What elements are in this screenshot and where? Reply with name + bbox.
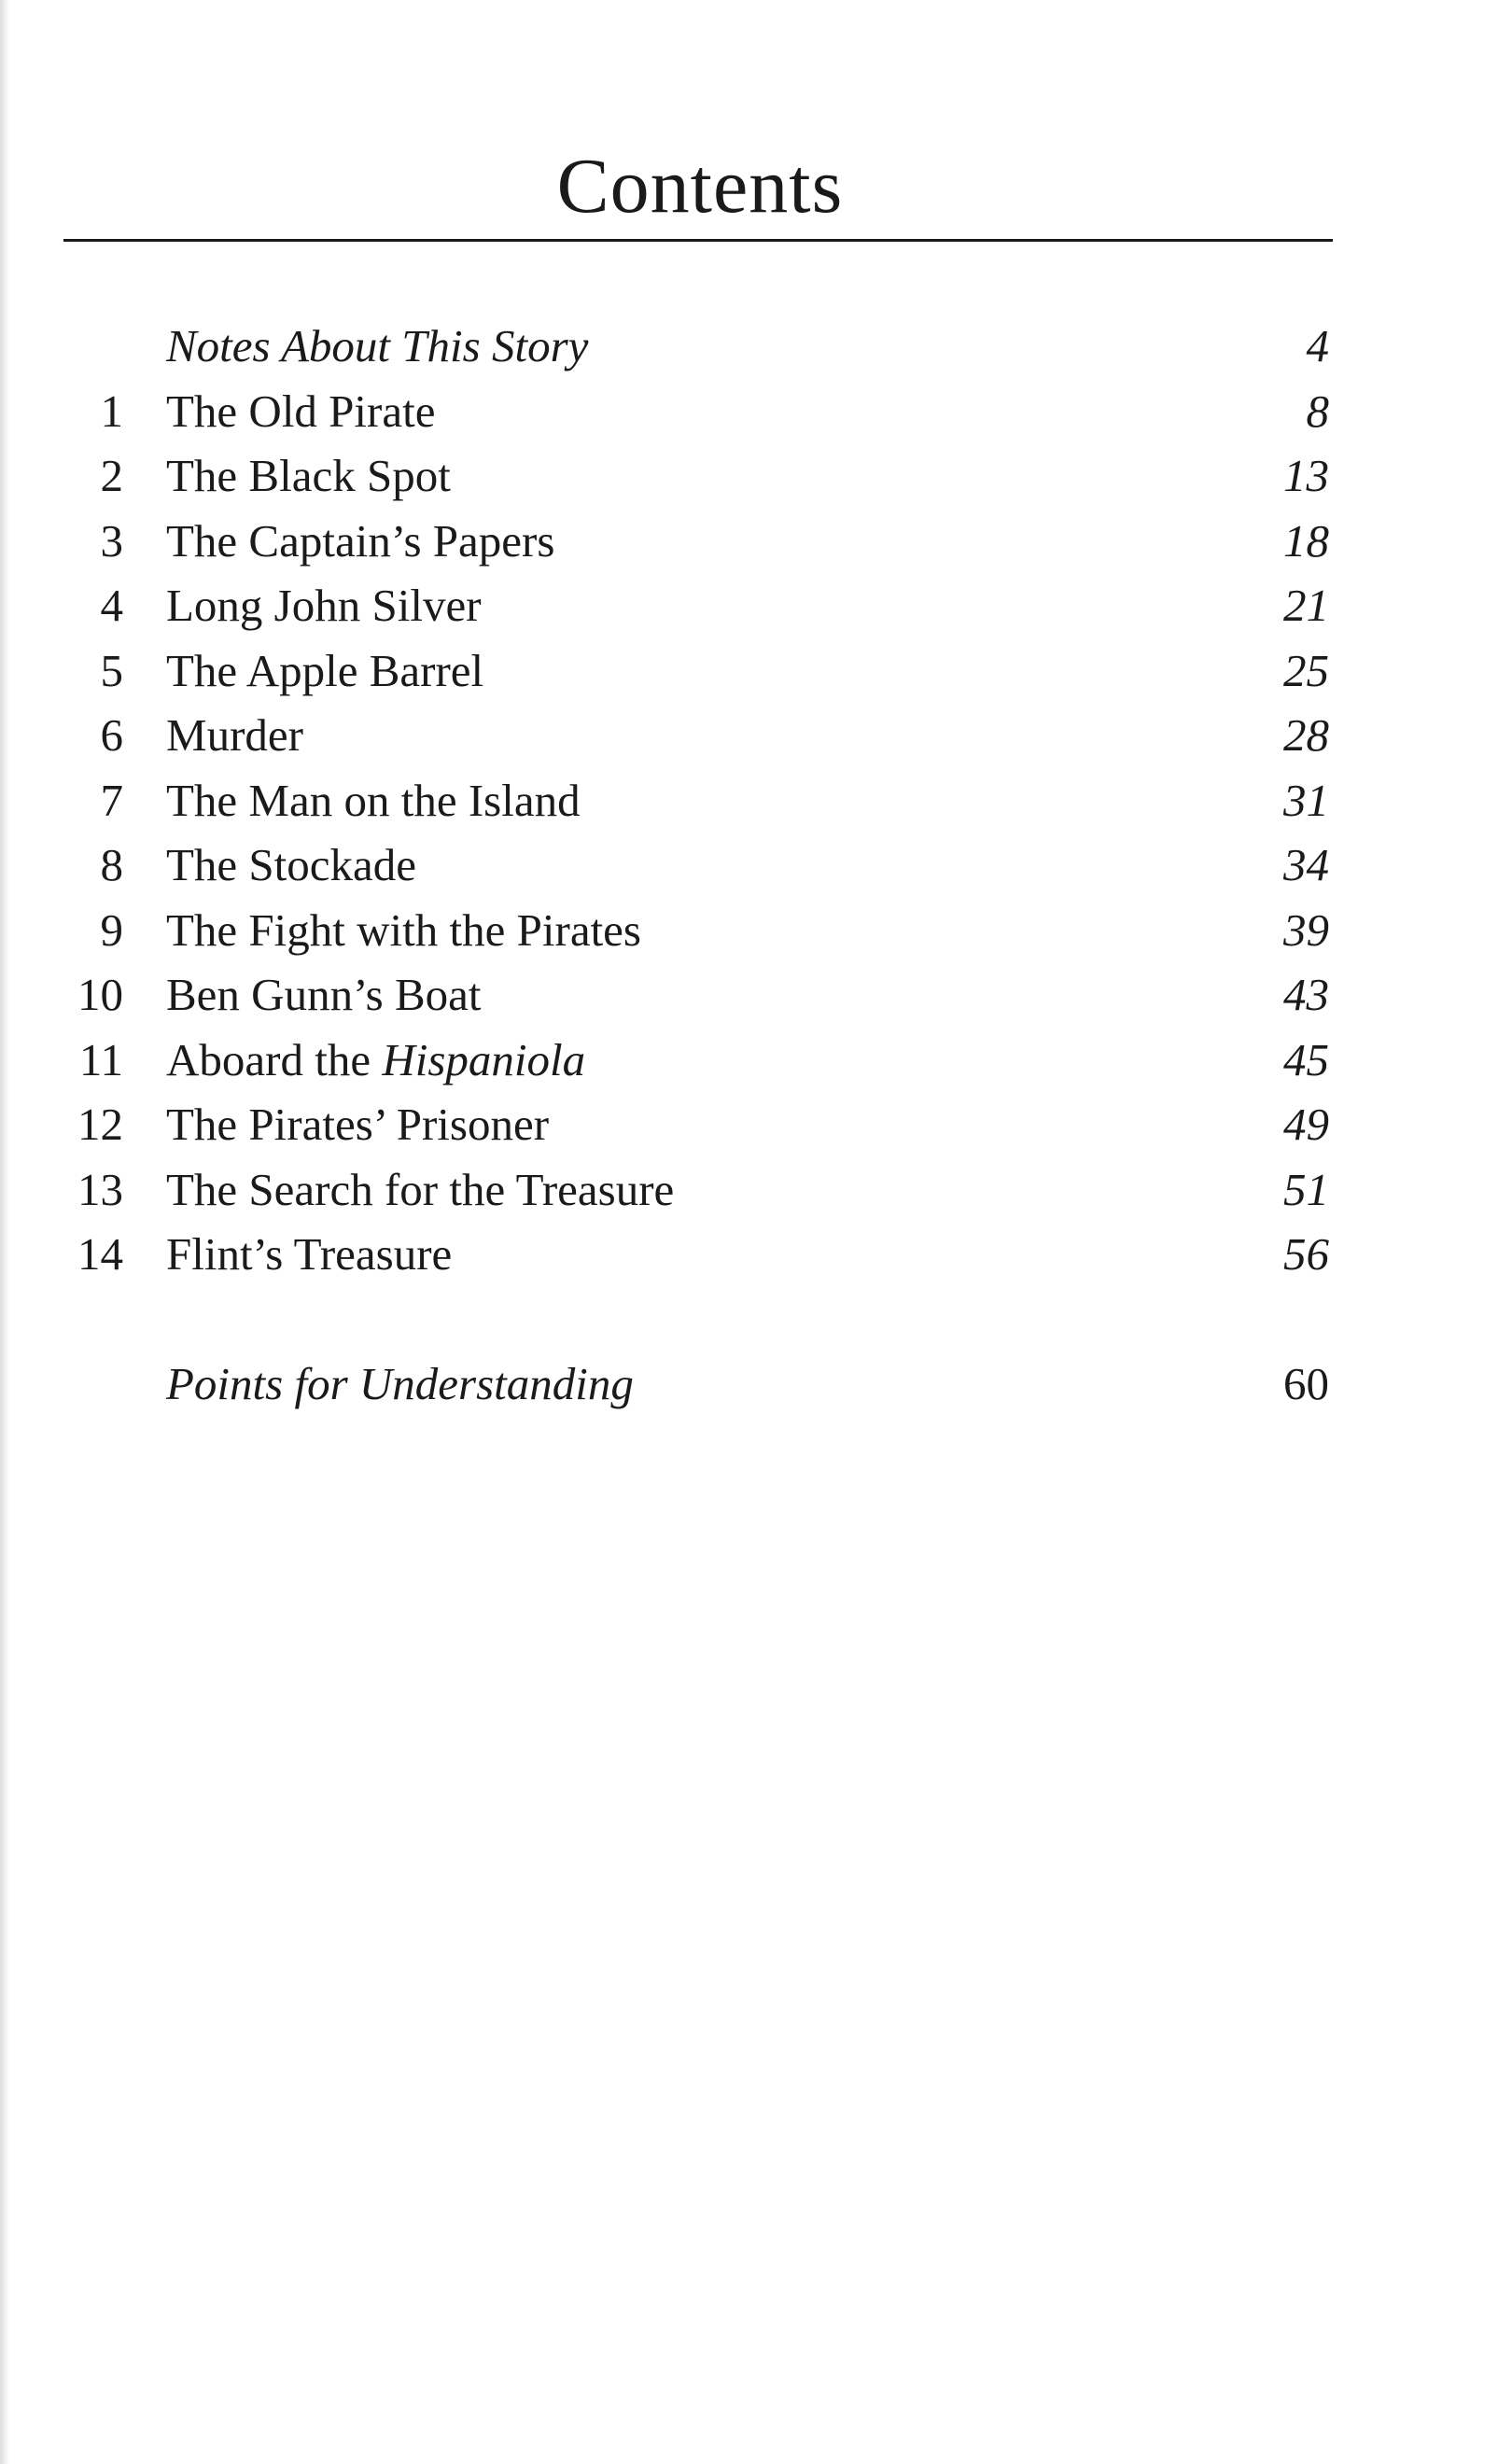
chapter-title: The Black Spot (166, 450, 451, 501)
chapter-number: 2 (100, 450, 123, 501)
toc-row-points[interactable] (0, 1351, 1512, 1417)
toc-row-chapter-6[interactable] (0, 703, 1512, 768)
chapter-title (166, 1028, 585, 1093)
page-title: Contents (556, 143, 844, 230)
chapter-title: The Fight with the Pirates (166, 903, 641, 956)
chapter-title: Murder (166, 709, 303, 761)
toc-page-points: 60 (1283, 1358, 1329, 1409)
chapter-page: 45 (1283, 1033, 1329, 1085)
chapter-title: The Apple Barrel (166, 644, 484, 696)
chapter-title: The Pirates’ Prisoner (166, 1099, 550, 1150)
toc-label-notes: Notes About This Story (166, 320, 589, 371)
chapter-number: 10 (77, 969, 123, 1020)
toc-page-notes: 4 (1306, 320, 1329, 371)
chapter-title: The Search for the Treasure (166, 1163, 675, 1215)
chapter-number: 4 (100, 580, 123, 631)
toc-row-chapter-4[interactable] (0, 573, 1512, 638)
chapter-title: The Old Pirate (166, 385, 436, 437)
chapter-page: 21 (1283, 580, 1329, 631)
chapter-page: 56 (1283, 1228, 1329, 1280)
chapter-title: Long John Silver (166, 580, 482, 631)
toc-row-chapter-9[interactable] (0, 898, 1512, 963)
chapter-number: 14 (77, 1228, 123, 1280)
toc-row-chapter-12[interactable] (0, 1092, 1512, 1157)
table-of-contents (0, 314, 1512, 1417)
toc-row-chapter-10[interactable] (0, 962, 1512, 1028)
chapter-title: Ben Gunn’s Boat (166, 969, 482, 1020)
toc-row-notes[interactable] (0, 314, 1512, 379)
chapter-number: 1 (100, 385, 123, 437)
toc-label-points: Points for Understanding (166, 1358, 634, 1409)
toc-row-chapter-2[interactable] (0, 443, 1512, 509)
chapter-page: 8 (1306, 385, 1329, 437)
toc-row-chapter-1[interactable] (0, 379, 1512, 444)
toc-row-chapter-8[interactable] (0, 833, 1512, 898)
chapter-page: 34 (1283, 839, 1329, 890)
chapter-title: The Captain’s Papers (166, 514, 555, 567)
toc-row-chapter-3[interactable] (0, 509, 1512, 574)
toc-row-chapter-13[interactable] (0, 1157, 1512, 1223)
chapter-page: 39 (1283, 903, 1329, 956)
chapter-title: The Man on the Island (166, 774, 581, 826)
ship-name: Hispaniola (382, 1033, 586, 1085)
toc-row-chapter-7[interactable] (0, 768, 1512, 833)
chapter-title: The Stockade (166, 839, 417, 890)
chapter-number: 3 (100, 514, 123, 567)
chapter-page: 51 (1283, 1163, 1329, 1215)
chapter-number: 6 (100, 709, 123, 761)
chapter-number: 11 (78, 1033, 123, 1085)
chapter-number: 7 (100, 774, 123, 826)
chapter-title-prefix: Aboard the (166, 1033, 383, 1085)
chapter-page: 25 (1283, 644, 1329, 696)
chapter-number: 5 (100, 644, 123, 696)
chapter-page: 31 (1283, 774, 1329, 826)
title-underline (63, 239, 1333, 242)
toc-row-chapter-11[interactable] (0, 1028, 1512, 1093)
chapter-page: 43 (1283, 969, 1329, 1020)
toc-row-chapter-14[interactable] (0, 1222, 1512, 1287)
toc-spacer (0, 1287, 1512, 1352)
chapter-number: 9 (100, 903, 123, 956)
chapter-page: 18 (1283, 514, 1329, 567)
chapter-page: 28 (1283, 709, 1329, 761)
chapter-number: 12 (77, 1099, 123, 1150)
chapter-number: 8 (100, 839, 123, 890)
chapter-number: 13 (77, 1163, 123, 1215)
chapter-page: 49 (1283, 1099, 1329, 1150)
toc-row-chapter-5[interactable] (0, 638, 1512, 704)
chapter-title: Flint’s Treasure (166, 1228, 453, 1280)
chapter-page: 13 (1283, 450, 1329, 501)
